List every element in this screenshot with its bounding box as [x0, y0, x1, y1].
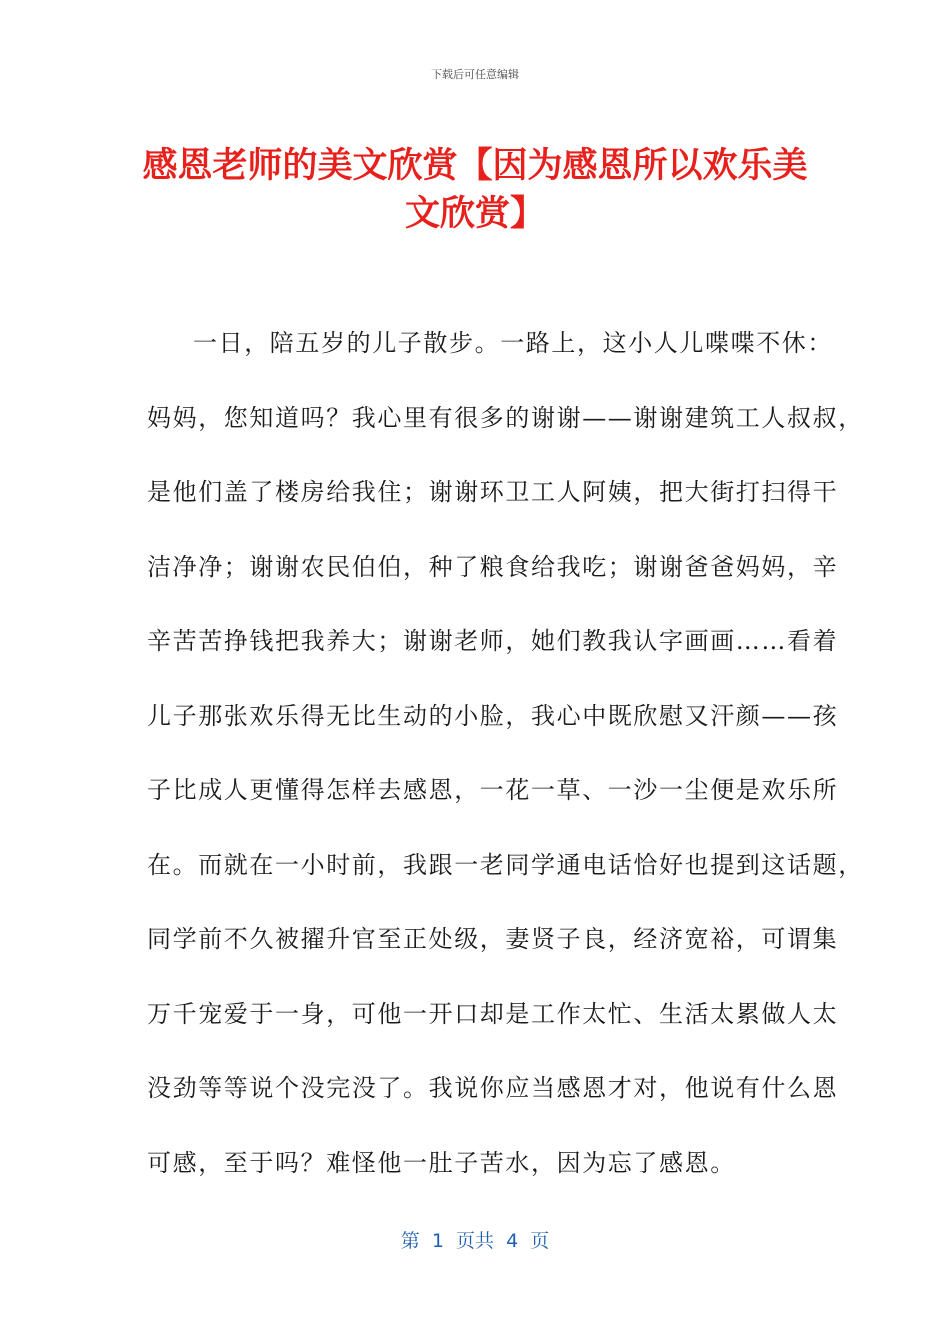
- body-line: 是他们盖了楼房给我住；谢谢环卫工人阿姨，把大街打扫得干: [147, 478, 839, 506]
- document-title: [120, 142, 830, 238]
- body-line: 妈妈，您知道吗？我心里有很多的谢谢——谢谢建筑工人叔叔，: [147, 403, 864, 432]
- body-line: 同学前不久被擢升官至正处级，妻贤子良，经济宽裕，可谓集: [147, 925, 839, 953]
- body-line: 子比成人更懂得怎样去感恩，一花一草、一沙一尘便是欢乐所: [147, 776, 839, 804]
- page-header: 下载后可任意编辑: [431, 68, 519, 81]
- article-body: [147, 318, 864, 1212]
- body-line: 儿子那张欢乐得无比生动的小脸，我心中既欣慰又汗颜——孩: [147, 701, 839, 730]
- title-line-1: 感恩老师的美文欣赏【因为感恩所以欢乐美: [142, 146, 808, 186]
- body-line: 万千宠爱于一身，可他一开口却是工作太忙、生活太累做人太: [147, 999, 839, 1028]
- body-line: 可感，至于吗？难怪他一肚子苦水，因为忘了感恩。: [147, 1148, 736, 1177]
- title-line-2: 文欣赏】: [404, 194, 545, 234]
- body-line: 在。而就在一小时前，我跟一老同学通电话恰好也提到这话题，: [147, 850, 864, 879]
- body-line: 没劲等等说个没完没了。我说你应当感恩才对，他说有什么恩: [147, 1074, 839, 1102]
- page-footer: 第 1 页共 4 页: [400, 1230, 550, 1252]
- body-line: 辛苦苦挣钱把我养大；谢谢老师，她们教我认字画画……看着: [147, 627, 839, 655]
- body-line: 一日，陪五岁的儿子散步。一路上，这小人儿喋喋不休：: [193, 329, 833, 357]
- body-line: 洁净净；谢谢农民伯伯，种了粮食给我吃；谢谢爸爸妈妈，辛: [147, 552, 839, 581]
